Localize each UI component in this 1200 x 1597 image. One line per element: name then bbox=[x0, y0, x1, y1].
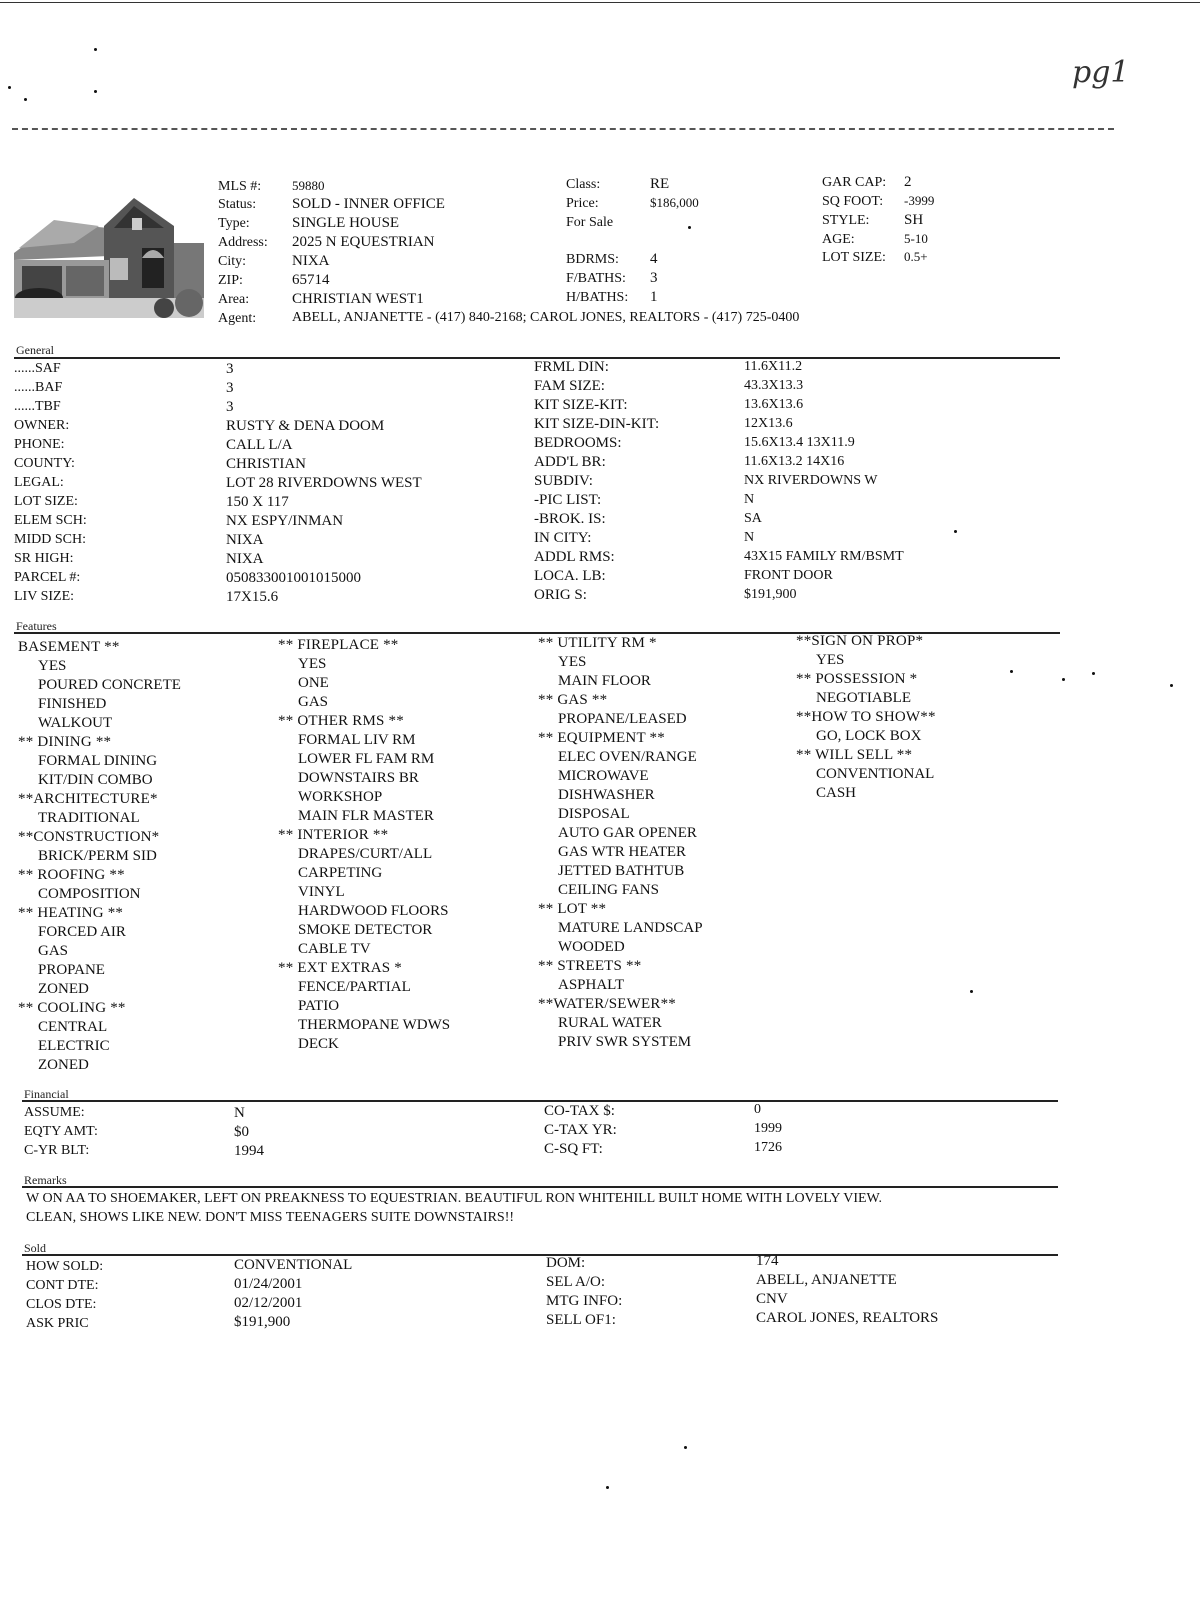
sold-field-label: MTG INFO: bbox=[546, 1293, 623, 1309]
features-column-1 bbox=[18, 640, 181, 1077]
general-field-value: 3 bbox=[226, 380, 234, 396]
address-label: Address: bbox=[218, 235, 268, 250]
feature-item: HARDWOOD FLOORS bbox=[298, 903, 449, 919]
sold-field-value: ABELL, ANJANETTE bbox=[756, 1272, 897, 1288]
feature-item: THERMOPANE WDWS bbox=[298, 1017, 451, 1033]
feature-item: GO, LOCK BOX bbox=[816, 728, 922, 744]
feature-item: ELEC OVEN/RANGE bbox=[558, 749, 697, 765]
feature-item: PATIO bbox=[298, 998, 340, 1014]
feature-item: YES bbox=[298, 656, 327, 672]
scan-speck bbox=[954, 530, 957, 533]
sold-field-label: SELL OF1: bbox=[546, 1312, 616, 1328]
feature-item: CONVENTIONAL bbox=[816, 766, 935, 782]
general-field-label: ......TBF bbox=[14, 399, 61, 414]
feature-item: MAIN FLR MASTER bbox=[298, 808, 434, 824]
sqfoot-label: SQ FOOT: bbox=[822, 194, 884, 209]
general-field-label: PARCEL #: bbox=[14, 570, 81, 585]
type-value: SINGLE HOUSE bbox=[292, 215, 400, 231]
scan-speck bbox=[1062, 678, 1065, 681]
scan-speck bbox=[970, 990, 973, 993]
feature-item: YES bbox=[558, 654, 587, 670]
section-title-financial: Financial bbox=[24, 1087, 69, 1101]
features-column-4 bbox=[796, 634, 936, 805]
status-label: Status: bbox=[218, 197, 257, 212]
feature-item: CARPETING bbox=[298, 865, 383, 881]
general-field-label: KIT SIZE-KIT: bbox=[534, 397, 628, 413]
general-field-value: 3 bbox=[226, 361, 234, 377]
feature-heading: ** GAS ** bbox=[538, 692, 608, 708]
general-field-value: FRONT DOOR bbox=[744, 568, 833, 583]
sold-field-value: CONVENTIONAL bbox=[234, 1257, 353, 1273]
feature-heading: BASEMENT ** bbox=[18, 639, 120, 655]
feature-item: ONE bbox=[298, 675, 329, 691]
general-field-value: NX RIVERDOWNS W bbox=[744, 473, 878, 488]
general-field-value: 3 bbox=[226, 399, 234, 415]
feature-heading: ** STREETS ** bbox=[538, 958, 642, 974]
mls-value: 59880 bbox=[292, 178, 325, 193]
financial-field-value: N bbox=[234, 1105, 245, 1121]
zip-label: ZIP: bbox=[218, 273, 243, 288]
sold-field-value: 02/12/2001 bbox=[234, 1295, 303, 1311]
general-field-label: LOT SIZE: bbox=[14, 494, 78, 509]
general-field-label: SUBDIV: bbox=[534, 473, 593, 489]
price-label: Price: bbox=[566, 196, 599, 211]
general-left-labels bbox=[14, 362, 87, 609]
feature-heading: ** OTHER RMS ** bbox=[278, 713, 404, 729]
scan-speck bbox=[684, 1446, 687, 1449]
city-label: City: bbox=[218, 254, 247, 269]
general-right-values bbox=[744, 360, 904, 607]
agent-value: ABELL, ANJANETTE - (417) 840-2168; CAROL JONES, REALTORS - (417) 725-0400 bbox=[292, 310, 800, 325]
feature-heading: **CONSTRUCTION* bbox=[18, 829, 160, 845]
section-title-remarks: Remarks bbox=[24, 1173, 67, 1187]
features-column-2 bbox=[278, 638, 450, 1056]
feature-item: DRAPES/CURT/ALL bbox=[298, 846, 433, 862]
general-field-value: NX ESPY/INMAN bbox=[226, 513, 344, 529]
general-field-value: 43X15 FAMILY RM/BSMT bbox=[744, 549, 904, 564]
garcap-value: 2 bbox=[904, 174, 912, 190]
general-field-value: N bbox=[744, 492, 755, 507]
class-value: RE bbox=[650, 176, 670, 192]
feature-item: RURAL WATER bbox=[558, 1015, 662, 1031]
feature-item: SMOKE DETECTOR bbox=[298, 922, 433, 938]
status-value: SOLD - INNER OFFICE bbox=[292, 196, 445, 212]
top-border bbox=[0, 2, 1200, 3]
section-title-features: Features bbox=[16, 619, 57, 633]
general-field-value: N bbox=[744, 530, 755, 545]
sold-field-label: SEL A/O: bbox=[546, 1274, 606, 1290]
general-field-label: LIV SIZE: bbox=[14, 589, 75, 604]
feature-item: YES bbox=[38, 658, 67, 674]
sold-left-labels bbox=[26, 1260, 103, 1336]
sold-field-label: CLOS DTE: bbox=[26, 1297, 97, 1312]
feature-item: WALKOUT bbox=[38, 715, 113, 731]
general-field-label: IN CITY: bbox=[534, 530, 592, 546]
general-field-label: COUNTY: bbox=[14, 456, 75, 471]
remarks-rule bbox=[22, 1186, 1058, 1188]
general-field-label: SR HIGH: bbox=[14, 551, 74, 566]
fbaths-value: 3 bbox=[650, 270, 658, 286]
feature-heading: ** POSSESSION * bbox=[796, 671, 918, 687]
price-value: $186,000 bbox=[650, 195, 699, 210]
features-column-3 bbox=[538, 636, 703, 1054]
feature-item: NEGOTIABLE bbox=[816, 690, 911, 706]
area-label: Area: bbox=[218, 292, 250, 307]
feature-item: CASH bbox=[816, 785, 857, 801]
feature-item: DOWNSTAIRS BR bbox=[298, 770, 419, 786]
financial-field-label: CO-TAX $: bbox=[544, 1103, 615, 1119]
feature-item: COMPOSITION bbox=[38, 886, 141, 902]
top-separator bbox=[12, 128, 1114, 130]
general-field-label: -PIC LIST: bbox=[534, 492, 602, 508]
feature-heading: ** UTILITY RM * bbox=[538, 635, 657, 651]
area-value: CHRISTIAN WEST1 bbox=[292, 291, 424, 307]
page-number-mark: pg1 bbox=[1072, 55, 1130, 90]
general-field-value: 150 X 117 bbox=[226, 494, 289, 510]
class-label: Class: bbox=[566, 177, 601, 192]
mls-label: MLS #: bbox=[218, 179, 262, 194]
general-field-value: 11.6X11.2 bbox=[744, 359, 803, 374]
feature-item: PRIV SWR SYSTEM bbox=[558, 1034, 692, 1050]
bdrms-value: 4 bbox=[650, 251, 658, 267]
feature-item: GAS bbox=[298, 694, 329, 710]
feature-item: FORMAL DINING bbox=[38, 753, 158, 769]
general-field-label: -BROK. IS: bbox=[534, 511, 606, 527]
age-label: AGE: bbox=[822, 232, 855, 247]
hbaths-label: H/BATHS: bbox=[566, 290, 629, 305]
bdrms-label: BDRMS: bbox=[566, 252, 619, 267]
general-field-value: 17X15.6 bbox=[226, 589, 279, 605]
feature-heading: **HOW TO SHOW** bbox=[796, 709, 936, 725]
financial-field-value: 1999 bbox=[754, 1121, 782, 1136]
sold-field-label: ASK PRIC bbox=[26, 1316, 89, 1331]
feature-item: KIT/DIN COMBO bbox=[38, 772, 153, 788]
style-label: STYLE: bbox=[822, 213, 870, 228]
sold-field-value: 174 bbox=[756, 1253, 779, 1269]
feature-item: BRICK/PERM SID bbox=[38, 848, 157, 864]
general-field-value: SA bbox=[744, 511, 762, 526]
feature-heading: ** COOLING ** bbox=[18, 1000, 126, 1016]
type-label: Type: bbox=[218, 216, 250, 231]
general-field-label: LEGAL: bbox=[14, 475, 64, 490]
remarks-line-1: W ON AA TO SHOEMAKER, LEFT ON PREAKNESS TO EQUESTRIAN. BEAUTIFUL RON WHITEHILL BUILT HOME WITH LOVELY VIEW. bbox=[26, 1191, 882, 1206]
feature-heading: ** EXT EXTRAS * bbox=[278, 960, 402, 976]
general-field-value: CHRISTIAN bbox=[226, 456, 307, 472]
financial-field-value: 1726 bbox=[754, 1140, 782, 1155]
financial-field-label: C-SQ FT: bbox=[544, 1141, 603, 1157]
feature-item: ELECTRIC bbox=[38, 1038, 110, 1054]
feature-item: FORCED AIR bbox=[38, 924, 126, 940]
financial-left-labels bbox=[24, 1106, 98, 1163]
feature-item: CENTRAL bbox=[38, 1019, 108, 1035]
feature-item: PROPANE bbox=[38, 962, 105, 978]
remarks-line-2: CLEAN, SHOWS LIKE NEW. DON'T MISS TEENAGERS SUITE DOWNSTAIRS!! bbox=[26, 1210, 515, 1225]
scan-speck bbox=[688, 226, 691, 229]
scan-speck bbox=[94, 48, 97, 51]
scan-speck bbox=[8, 86, 11, 89]
scan-speck bbox=[24, 98, 27, 101]
scan-speck bbox=[606, 1486, 609, 1489]
feature-item: MAIN FLOOR bbox=[558, 673, 651, 689]
feature-heading: ** DINING ** bbox=[18, 734, 112, 750]
general-field-label: PHONE: bbox=[14, 437, 65, 452]
sold-field-value: CAROL JONES, REALTORS bbox=[756, 1310, 939, 1326]
feature-heading: **ARCHITECTURE* bbox=[18, 791, 158, 807]
feature-heading: ** INTERIOR ** bbox=[278, 827, 389, 843]
feature-heading: **WATER/SEWER** bbox=[538, 996, 676, 1012]
sold-left-values bbox=[234, 1258, 352, 1334]
feature-item: DISPOSAL bbox=[558, 806, 630, 822]
feature-item: WORKSHOP bbox=[298, 789, 383, 805]
garcap-label: GAR CAP: bbox=[822, 175, 887, 190]
financial-field-value: 0 bbox=[754, 1102, 761, 1117]
feature-item: ASPHALT bbox=[558, 977, 625, 993]
general-field-label: ELEM SCH: bbox=[14, 513, 87, 528]
zip-value: 65714 bbox=[292, 272, 330, 288]
section-title-general: General bbox=[16, 343, 54, 357]
sold-field-label: HOW SOLD: bbox=[26, 1259, 104, 1274]
fbaths-label: F/BATHS: bbox=[566, 271, 626, 286]
general-field-value: 15.6X13.4 13X11.9 bbox=[744, 435, 855, 450]
general-field-value: NIXA bbox=[226, 551, 264, 567]
sold-field-value: 01/24/2001 bbox=[234, 1276, 303, 1292]
feature-item: PROPANE/LEASED bbox=[558, 711, 687, 727]
feature-heading: **SIGN ON PROP* bbox=[796, 633, 924, 649]
lotsize-value: 0.5+ bbox=[904, 249, 928, 264]
feature-item: GAS WTR HEATER bbox=[558, 844, 687, 860]
general-field-label: FRML DIN: bbox=[534, 359, 609, 375]
sold-field-label: CONT DTE: bbox=[26, 1278, 99, 1293]
feature-heading: ** ROOFING ** bbox=[18, 867, 125, 883]
financial-right-labels bbox=[544, 1104, 617, 1161]
sold-field-value: CNV bbox=[756, 1291, 788, 1307]
feature-heading: ** HEATING ** bbox=[18, 905, 124, 921]
general-right-labels bbox=[534, 360, 659, 607]
general-field-value: 43.3X13.3 bbox=[744, 378, 804, 393]
general-field-label: FAM SIZE: bbox=[534, 378, 605, 394]
feature-item: MATURE LANDSCAP bbox=[558, 920, 703, 936]
general-field-label: KIT SIZE-DIN-KIT: bbox=[534, 416, 660, 432]
house-photo bbox=[14, 198, 204, 318]
financial-left-values bbox=[234, 1106, 264, 1163]
general-field-value: $191,900 bbox=[744, 587, 797, 602]
feature-heading: ** LOT ** bbox=[538, 901, 607, 917]
feature-item: AUTO GAR OPENER bbox=[558, 825, 697, 841]
financial-field-value: $0 bbox=[234, 1124, 249, 1140]
general-field-label: LOCA. LB: bbox=[534, 568, 606, 584]
general-field-label: ......BAF bbox=[14, 380, 63, 395]
general-field-label: MIDD SCH: bbox=[14, 532, 86, 547]
scan-speck bbox=[94, 90, 97, 93]
city-value: NIXA bbox=[292, 253, 330, 269]
address-value: 2025 N EQUESTRIAN bbox=[292, 234, 435, 250]
feature-item: JETTED BATHTUB bbox=[558, 863, 685, 879]
feature-item: ZONED bbox=[38, 981, 89, 997]
general-field-value: 12X13.6 bbox=[744, 416, 793, 431]
feature-item: VINYL bbox=[298, 884, 345, 900]
general-left-values bbox=[226, 362, 422, 609]
financial-field-label: C-TAX YR: bbox=[544, 1122, 617, 1138]
feature-item: CABLE TV bbox=[298, 941, 371, 957]
listing-type: For Sale bbox=[566, 215, 614, 230]
general-field-value: 13.6X13.6 bbox=[744, 397, 804, 412]
general-field-value: RUSTY & DENA DOOM bbox=[226, 418, 385, 434]
financial-right-values bbox=[754, 1103, 782, 1160]
financial-rule bbox=[22, 1100, 1058, 1102]
general-field-label: ADD'L BR: bbox=[534, 454, 606, 470]
feature-heading: ** WILL SELL ** bbox=[796, 747, 913, 763]
feature-item: WOODED bbox=[558, 939, 625, 955]
general-field-value: CALL L/A bbox=[226, 437, 293, 453]
financial-field-value: 1994 bbox=[234, 1143, 264, 1159]
hbaths-value: 1 bbox=[650, 289, 658, 305]
feature-item: ZONED bbox=[38, 1057, 89, 1073]
general-field-label: ADDL RMS: bbox=[534, 549, 615, 565]
feature-item: CEILING FANS bbox=[558, 882, 659, 898]
feature-item: POURED CONCRETE bbox=[38, 677, 181, 693]
financial-field-label: ASSUME: bbox=[24, 1105, 85, 1120]
feature-item: TRADITIONAL bbox=[38, 810, 140, 826]
sold-right-values bbox=[756, 1254, 938, 1330]
general-field-value: 11.6X13.2 14X16 bbox=[744, 454, 845, 469]
general-field-label: ORIG S: bbox=[534, 587, 587, 603]
general-field-label: ......SAF bbox=[14, 361, 61, 376]
feature-item: YES bbox=[816, 652, 845, 668]
scan-speck bbox=[1170, 684, 1173, 687]
general-field-value: 050833001001015000 bbox=[226, 570, 361, 586]
feature-item: MICROWAVE bbox=[558, 768, 649, 784]
feature-item: GAS bbox=[38, 943, 69, 959]
agent-label: Agent: bbox=[218, 311, 257, 326]
feature-item: FINISHED bbox=[38, 696, 107, 712]
financial-field-label: C-YR BLT: bbox=[24, 1143, 90, 1158]
scan-speck bbox=[1092, 672, 1095, 675]
feature-heading: ** EQUIPMENT ** bbox=[538, 730, 665, 746]
general-field-value: LOT 28 RIVERDOWNS WEST bbox=[226, 475, 422, 491]
feature-item: FORMAL LIV RM bbox=[298, 732, 416, 748]
sold-field-value: $191,900 bbox=[234, 1314, 291, 1330]
feature-item: FENCE/PARTIAL bbox=[298, 979, 411, 995]
scan-speck bbox=[1010, 670, 1013, 673]
sqfoot-value: -3999 bbox=[904, 193, 935, 208]
style-value: SH bbox=[904, 212, 924, 228]
general-field-value: NIXA bbox=[226, 532, 264, 548]
general-field-label: OWNER: bbox=[14, 418, 70, 433]
lotsize-label: LOT SIZE: bbox=[822, 250, 886, 265]
feature-heading: ** FIREPLACE ** bbox=[278, 637, 399, 653]
sold-right-labels bbox=[546, 1256, 622, 1332]
age-value: 5-10 bbox=[904, 231, 928, 246]
section-title-sold: Sold bbox=[24, 1241, 47, 1255]
feature-item: DISHWASHER bbox=[558, 787, 655, 803]
feature-item: LOWER FL FAM RM bbox=[298, 751, 435, 767]
general-field-label: BEDROOMS: bbox=[534, 435, 622, 451]
financial-field-label: EQTY AMT: bbox=[24, 1124, 98, 1139]
feature-item: DECK bbox=[298, 1036, 339, 1052]
sold-field-label: DOM: bbox=[546, 1255, 586, 1271]
